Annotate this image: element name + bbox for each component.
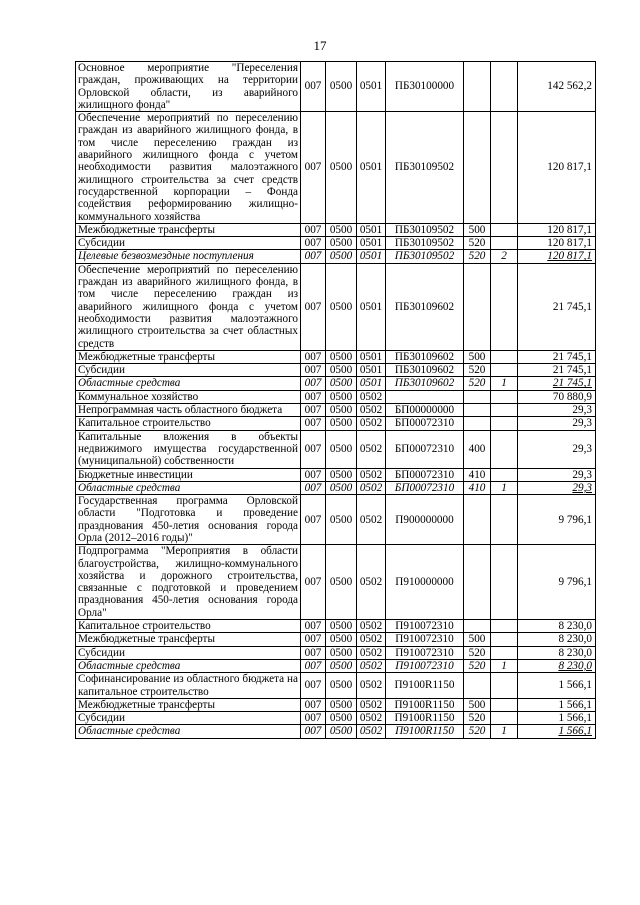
table-row [76, 712, 596, 725]
row-name: Межбюджетные трансферты [76, 350, 301, 363]
target-article: П910072310 [386, 620, 464, 633]
amount: 1 566,1 [518, 673, 596, 699]
expense-type: 520 [464, 377, 491, 390]
row-name: Целевые безвозмездные поступления [76, 250, 301, 263]
funding-source [491, 417, 518, 430]
table-row [76, 495, 596, 545]
section-code: 0500 [326, 620, 357, 633]
table-row [76, 673, 596, 699]
subsection-code: 0502 [357, 620, 386, 633]
amount: 21 745,1 [518, 350, 596, 363]
ministry-code: 007 [301, 468, 326, 481]
row-name: Областные средства [76, 725, 301, 738]
row-name: Областные средства [76, 377, 301, 390]
funding-source [491, 62, 518, 112]
expense-type: 410 [464, 481, 491, 494]
amount: 8 230,0 [518, 620, 596, 633]
amount: 1 566,1 [518, 725, 596, 738]
expense-type: 520 [464, 250, 491, 263]
subsection-code: 0501 [357, 237, 386, 250]
section-code: 0500 [326, 250, 357, 263]
table-row [76, 430, 596, 468]
ministry-code: 007 [301, 263, 326, 350]
funding-source: 1 [491, 659, 518, 672]
target-article: БП00072310 [386, 481, 464, 494]
page-number: 17 [313, 38, 327, 53]
table-row [76, 633, 596, 646]
table-row [76, 620, 596, 633]
expense-type [464, 390, 491, 403]
target-article: ПБ30109502 [386, 237, 464, 250]
section-code: 0500 [326, 430, 357, 468]
amount: 70 880,9 [518, 390, 596, 403]
funding-source [491, 495, 518, 545]
table-row [76, 62, 596, 112]
target-article: БП00072310 [386, 468, 464, 481]
target-article: ПБ30109602 [386, 364, 464, 377]
table-row [76, 545, 596, 620]
funding-source: 1 [491, 377, 518, 390]
expense-type [464, 404, 491, 417]
target-article: БП00000000 [386, 404, 464, 417]
row-name: Областные средства [76, 481, 301, 494]
section-code: 0500 [326, 633, 357, 646]
funding-source [491, 468, 518, 481]
ministry-code: 007 [301, 112, 326, 224]
amount: 9 796,1 [518, 495, 596, 545]
subsection-code: 0502 [357, 481, 386, 494]
expense-type [464, 112, 491, 224]
table-row [76, 237, 596, 250]
amount: 120 817,1 [518, 250, 596, 263]
ministry-code: 007 [301, 404, 326, 417]
amount: 29,3 [518, 430, 596, 468]
funding-source [491, 350, 518, 363]
target-article: ПБ30109502 [386, 250, 464, 263]
funding-source [491, 698, 518, 711]
amount: 29,3 [518, 468, 596, 481]
target-article: П9100R1150 [386, 725, 464, 738]
table-row [76, 350, 596, 363]
ministry-code: 007 [301, 712, 326, 725]
target-article: ПБ30100000 [386, 62, 464, 112]
expense-type [464, 417, 491, 430]
subsection-code: 0502 [357, 545, 386, 620]
ministry-code: 007 [301, 673, 326, 699]
expense-type [464, 673, 491, 699]
amount: 1 566,1 [518, 698, 596, 711]
row-name: Непрограммная часть областного бюджета [76, 404, 301, 417]
expense-type [464, 62, 491, 112]
amount: 29,3 [518, 481, 596, 494]
row-name: Межбюджетные трансферты [76, 223, 301, 236]
row-name: Областные средства [76, 659, 301, 672]
subsection-code: 0502 [357, 390, 386, 403]
subsection-code: 0502 [357, 725, 386, 738]
target-article: БП00072310 [386, 430, 464, 468]
funding-source [491, 633, 518, 646]
funding-source [491, 223, 518, 236]
table-row [76, 223, 596, 236]
section-code: 0500 [326, 495, 357, 545]
table-row [76, 404, 596, 417]
target-article: П910072310 [386, 633, 464, 646]
funding-source [491, 263, 518, 350]
row-name: Субсидии [76, 712, 301, 725]
funding-source [491, 404, 518, 417]
ministry-code: 007 [301, 633, 326, 646]
ministry-code: 007 [301, 364, 326, 377]
subsection-code: 0501 [357, 223, 386, 236]
row-name: Субсидии [76, 364, 301, 377]
ministry-code: 007 [301, 62, 326, 112]
expense-type: 500 [464, 350, 491, 363]
table-row [76, 417, 596, 430]
amount: 1 566,1 [518, 712, 596, 725]
subsection-code: 0501 [357, 112, 386, 224]
expense-type: 500 [464, 223, 491, 236]
subsection-code: 0501 [357, 263, 386, 350]
table-row [76, 646, 596, 659]
section-code: 0500 [326, 350, 357, 363]
funding-source [491, 112, 518, 224]
ministry-code: 007 [301, 545, 326, 620]
row-name: Основное мероприятие "Переселения граждан, проживающих на территории Орловской области, из аварийного жилищного фонда" [76, 62, 301, 112]
subsection-code: 0502 [357, 404, 386, 417]
section-code: 0500 [326, 481, 357, 494]
ministry-code: 007 [301, 698, 326, 711]
row-name: Субсидии [76, 646, 301, 659]
amount: 29,3 [518, 417, 596, 430]
expense-type [464, 495, 491, 545]
row-name: Капитальные вложения в объекты недвижимого имущества государственной (муниципальной) собственности [76, 430, 301, 468]
ministry-code: 007 [301, 646, 326, 659]
table-row [76, 468, 596, 481]
table-row [76, 250, 596, 263]
funding-source: 1 [491, 481, 518, 494]
row-name: Межбюджетные трансферты [76, 698, 301, 711]
ministry-code: 007 [301, 481, 326, 494]
table-row [76, 263, 596, 350]
funding-source [491, 620, 518, 633]
expense-type: 520 [464, 364, 491, 377]
row-name: Субсидии [76, 237, 301, 250]
row-name: Капитальное строительство [76, 620, 301, 633]
subsection-code: 0502 [357, 712, 386, 725]
ministry-code: 007 [301, 390, 326, 403]
section-code: 0500 [326, 659, 357, 672]
section-code: 0500 [326, 390, 357, 403]
ministry-code: 007 [301, 495, 326, 545]
subsection-code: 0501 [357, 62, 386, 112]
section-code: 0500 [326, 725, 357, 738]
section-code: 0500 [326, 263, 357, 350]
section-code: 0500 [326, 698, 357, 711]
amount: 8 230,0 [518, 659, 596, 672]
section-code: 0500 [326, 468, 357, 481]
amount: 120 817,1 [518, 112, 596, 224]
funding-source [491, 545, 518, 620]
target-article: ПБ30109502 [386, 223, 464, 236]
amount: 9 796,1 [518, 545, 596, 620]
section-code: 0500 [326, 545, 357, 620]
funding-source: 1 [491, 725, 518, 738]
section-code: 0500 [326, 364, 357, 377]
amount: 29,3 [518, 404, 596, 417]
expense-type: 520 [464, 725, 491, 738]
expense-type: 500 [464, 698, 491, 711]
ministry-code: 007 [301, 350, 326, 363]
expense-type [464, 263, 491, 350]
amount: 21 745,1 [518, 377, 596, 390]
funding-source [491, 364, 518, 377]
section-code: 0500 [326, 62, 357, 112]
row-name: Бюджетные инвестиции [76, 468, 301, 481]
row-name: Обеспечение мероприятий по переселению граждан из аварийного жилищного фонда, в том числе переселению граждан из аварийного жилищного фонда с учетом необходимости развития малоэтажного жилищного строительства за счет областных средств [76, 263, 301, 350]
subsection-code: 0502 [357, 673, 386, 699]
target-article: П900000000 [386, 495, 464, 545]
ministry-code: 007 [301, 725, 326, 738]
funding-source [491, 430, 518, 468]
table-row [76, 725, 596, 738]
subsection-code: 0501 [357, 250, 386, 263]
section-code: 0500 [326, 377, 357, 390]
target-article: ПБ30109602 [386, 350, 464, 363]
ministry-code: 007 [301, 223, 326, 236]
subsection-code: 0501 [357, 377, 386, 390]
ministry-code: 007 [301, 417, 326, 430]
amount: 120 817,1 [518, 223, 596, 236]
expense-type: 400 [464, 430, 491, 468]
section-code: 0500 [326, 646, 357, 659]
expense-type: 520 [464, 646, 491, 659]
section-code: 0500 [326, 237, 357, 250]
row-name: Межбюджетные трансферты [76, 633, 301, 646]
ministry-code: 007 [301, 659, 326, 672]
section-code: 0500 [326, 404, 357, 417]
row-name: Обеспечение мероприятий по переселению граждан из аварийного жилищного фонда, в том числе переселению граждан из аварийного жилищного фонда с учетом необходимости развития малоэтажного жилищного строительства за счет средств государственной корпорации – Фонда содействия реформированию жилищно-коммунального хозяйства [76, 112, 301, 224]
target-article: ПБ30109602 [386, 263, 464, 350]
funding-source [491, 646, 518, 659]
target-article: П910072310 [386, 659, 464, 672]
subsection-code: 0501 [357, 364, 386, 377]
target-article: П9100R1150 [386, 698, 464, 711]
section-code: 0500 [326, 712, 357, 725]
table-row [76, 390, 596, 403]
expense-type: 500 [464, 633, 491, 646]
subsection-code: 0502 [357, 495, 386, 545]
expense-type: 520 [464, 659, 491, 672]
target-article: П9100R1150 [386, 673, 464, 699]
subsection-code: 0502 [357, 468, 386, 481]
target-article: П9100R1150 [386, 712, 464, 725]
table-row [76, 698, 596, 711]
row-name: Государственная программа Орловской области "Подготовка и проведение празднования 450-летия основания города Орла (2012–2016 годы)" [76, 495, 301, 545]
subsection-code: 0502 [357, 430, 386, 468]
target-article: П910000000 [386, 545, 464, 620]
row-name: Подпрограмма "Мероприятия в области благоустройства, жилищно-коммунального хозяйства и дорожного строительства, связанные с подготовкой и проведением празднования 450-летия основания города Орла" [76, 545, 301, 620]
section-code: 0500 [326, 673, 357, 699]
subsection-code: 0502 [357, 417, 386, 430]
expense-type: 520 [464, 712, 491, 725]
funding-source [491, 673, 518, 699]
table-row [76, 112, 596, 224]
row-name: Коммунальное хозяйство [76, 390, 301, 403]
target-article: БП00072310 [386, 417, 464, 430]
table-row [76, 364, 596, 377]
expense-type: 410 [464, 468, 491, 481]
amount: 21 745,1 [518, 364, 596, 377]
section-code: 0500 [326, 112, 357, 224]
expense-type: 520 [464, 237, 491, 250]
ministry-code: 007 [301, 620, 326, 633]
target-article [386, 390, 464, 403]
funding-source: 2 [491, 250, 518, 263]
ministry-code: 007 [301, 377, 326, 390]
target-article: ПБ30109602 [386, 377, 464, 390]
subsection-code: 0502 [357, 646, 386, 659]
target-article: П910072310 [386, 646, 464, 659]
ministry-code: 007 [301, 237, 326, 250]
amount: 8 230,0 [518, 646, 596, 659]
amount: 142 562,2 [518, 62, 596, 112]
table-row [76, 481, 596, 494]
funding-source [491, 712, 518, 725]
ministry-code: 007 [301, 250, 326, 263]
funding-source [491, 237, 518, 250]
subsection-code: 0502 [357, 659, 386, 672]
section-code: 0500 [326, 223, 357, 236]
subsection-code: 0501 [357, 350, 386, 363]
amount: 8 230,0 [518, 633, 596, 646]
ministry-code: 007 [301, 430, 326, 468]
section-code: 0500 [326, 417, 357, 430]
table-row [76, 377, 596, 390]
amount: 21 745,1 [518, 263, 596, 350]
funding-source [491, 390, 518, 403]
target-article: ПБ30109502 [386, 112, 464, 224]
expense-type [464, 620, 491, 633]
expense-type [464, 545, 491, 620]
budget-table [75, 61, 596, 739]
subsection-code: 0502 [357, 698, 386, 711]
table-row [76, 659, 596, 672]
subsection-code: 0502 [357, 633, 386, 646]
row-name: Софинансирование из областного бюджета на капитальное строительство [76, 673, 301, 699]
row-name: Капитальное строительство [76, 417, 301, 430]
amount: 120 817,1 [518, 237, 596, 250]
